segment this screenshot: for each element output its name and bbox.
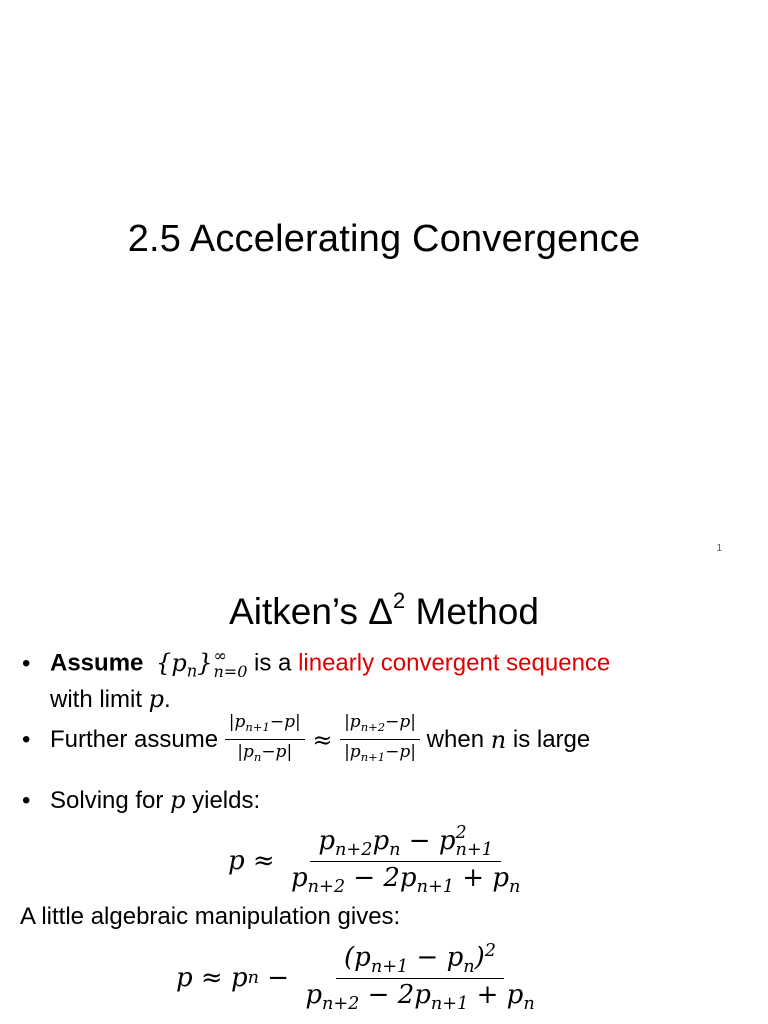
bullet-icon: • bbox=[22, 725, 31, 753]
bullet-icon: • bbox=[22, 649, 31, 677]
p-math: p bbox=[170, 786, 186, 814]
approx-symbol: ≈ bbox=[304, 725, 341, 754]
highlight-text: linearly convergent sequence bbox=[298, 649, 611, 677]
eq1-fraction: $p_{n+2}p_n - p$ 2 n+1 $p_{n+2} - 2p_{n+1} + p_n$ bbox=[290, 823, 521, 898]
bullet-text-end: yields: bbox=[185, 787, 261, 814]
sequence-math: $\{p_n\}$ ∞ n=0 bbox=[156, 646, 248, 681]
slide-2 bbox=[0, 562, 768, 1024]
bullet-text-line2: with limit bbox=[50, 686, 149, 714]
bullet-text: Further assume bbox=[50, 725, 225, 753]
bullet-solving bbox=[22, 786, 260, 815]
eq1-lhs: p ≈ bbox=[228, 846, 283, 877]
bullet-further-assume bbox=[22, 710, 590, 769]
ratio-fraction-1: $\frac{|p_{n+1}-p|}{|p_n-p|}$ bbox=[225, 710, 305, 769]
equation-1 bbox=[228, 824, 528, 898]
bullet-assume: • Assume $\{p_n\}$ ∞ n=0 is a linearly convergent sequence with limit p. bbox=[22, 646, 611, 714]
bold-text: Assume bbox=[50, 649, 144, 677]
title-superscript: 2 bbox=[392, 588, 406, 613]
bullet-text: Solving for bbox=[50, 787, 171, 814]
equation-2: p ≈ p n − $\frac{(p_{n+1} - p_n)^2}{p_{n+2} - 2p_{n+1} + p_n}$ bbox=[176, 940, 543, 1015]
algebra-text: A little algebraic manipulation gives: bbox=[20, 903, 401, 930]
bullet-text: when bbox=[420, 725, 491, 753]
slide-title: 2.5 Accelerating Convergence bbox=[127, 218, 641, 260]
bullet-text-tail: is large bbox=[506, 725, 591, 753]
limit-math: p bbox=[148, 685, 165, 714]
eq2-fraction: $\frac{(p_{n+1} - p_n)^2}{p_{n+2} - 2p_{n+1} + p_n}$ bbox=[305, 941, 535, 1015]
bullet-text: is a bbox=[247, 649, 299, 677]
slide-title bbox=[0, 588, 768, 633]
n-math: n bbox=[490, 725, 507, 754]
eq2-lhs: p ≈ p bbox=[176, 962, 248, 993]
title-text-end: Method bbox=[405, 591, 539, 632]
ratio-fraction-2: $\frac{|p_{n+2}-p|}{|p_{n+1}-p|}$ bbox=[340, 710, 420, 769]
title-text: Aitken’s Δ bbox=[229, 591, 393, 632]
page-number: 1 bbox=[716, 543, 722, 554]
bullet-icon: • bbox=[22, 787, 31, 814]
